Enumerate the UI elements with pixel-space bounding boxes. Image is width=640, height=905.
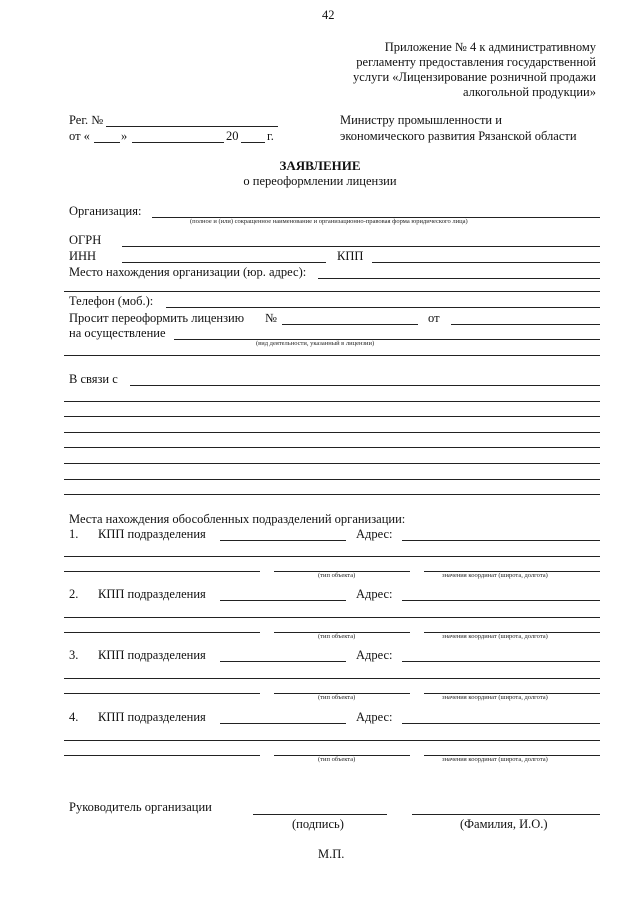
object-type-hint: (тип объекта) [318,572,356,579]
appendix-line-3: услуги «Лицензирование розничной продажи [353,70,596,84]
subdivision-kpp-line[interactable] [220,600,346,601]
page-number: 42 [322,8,335,22]
activity-label: на осуществление [69,326,166,340]
subdivision-address-line-2[interactable] [64,740,600,741]
document-title: ЗАЯВЛЕНИЕ [279,158,361,173]
subdivision-kpp-label: КПП подразделения [98,587,206,601]
addressee-line-2: экономического развития Рязанской области [340,129,577,143]
coords-hint: значения координат (широта, долгота) [442,756,548,763]
location-line-2[interactable] [64,291,600,292]
subdivision-extra-line[interactable] [64,632,260,633]
location-label: Место нахождения организации (юр. адрес): [69,265,307,279]
reason-line-6[interactable] [64,463,600,464]
subdivisions-heading: Места нахождения обособленных подразделений организации: [69,512,406,526]
reg-day-line[interactable] [94,142,120,143]
inn-line[interactable] [122,262,326,263]
reason-line-4[interactable] [64,432,600,433]
subdivision-address-line[interactable] [402,661,600,662]
inn-label: ИНН [69,249,97,263]
signature-hint: (подпись) [292,817,344,831]
signature-line[interactable] [253,814,387,815]
subdivision-kpp-line[interactable] [220,540,346,541]
reason-line-7[interactable] [64,479,600,480]
subdivision-kpp-line[interactable] [220,723,346,724]
subdivision-number: 4. [69,710,79,724]
coords-hint: значения координат (широта, долгота) [442,633,548,640]
license-number-line[interactable] [282,324,418,325]
subdivision-address-line[interactable] [402,540,600,541]
coords-hint: значения координат (широта, долгота) [442,572,548,579]
subdivision-address-label: Адрес: [356,587,393,601]
activity-line[interactable] [174,339,600,340]
reason-line-5[interactable] [64,447,600,448]
number-sign: № [265,311,277,325]
kpp-line[interactable] [372,262,600,263]
reg-number-line[interactable] [106,126,278,127]
reason-line-3[interactable] [64,416,600,417]
reason-line-8[interactable] [64,494,600,495]
appendix-line-4: алкогольной продукции» [462,85,596,99]
subdivision-address-line[interactable] [402,723,600,724]
name-hint: (Фамилия, И.О.) [460,817,548,831]
subdivision-number: 2. [69,587,79,601]
license-from-label: от [428,311,440,325]
request-label: Просит переоформить лицензию [69,311,245,325]
subdivision-kpp-line[interactable] [220,661,346,662]
reg-quote-close: » [121,129,128,143]
name-line[interactable] [412,814,600,815]
reg-year-line[interactable] [241,142,265,143]
head-label: Руководитель организации [69,800,212,814]
subdivision-extra-line[interactable] [64,755,260,756]
ogrn-label: ОГРН [69,233,102,247]
appendix-line-2: регламенту предоставления государственной [356,55,596,69]
subdivision-number: 3. [69,648,79,662]
reg-year-suffix: г. [267,129,274,143]
subdivision-kpp-label: КПП подразделения [98,710,206,724]
activity-line-2[interactable] [64,355,600,356]
phone-line[interactable] [166,307,600,308]
reg-from-label: от « [69,129,90,143]
subdivision-extra-line[interactable] [64,571,260,572]
object-type-hint: (тип объекта) [318,633,356,640]
phone-label: Телефон (моб.): [69,294,154,308]
reason-label: В связи с [69,372,118,386]
location-line[interactable] [318,278,600,279]
reason-line-2[interactable] [64,401,600,402]
reg-year-prefix: 20 [226,129,239,143]
coords-hint: значения координат (широта, долгота) [442,694,548,701]
appendix-line-1: Приложение № 4 к административному [384,40,596,54]
subdivision-number: 1. [69,527,79,541]
subdivision-address-line-2[interactable] [64,678,600,679]
subdivision-address-label: Адрес: [356,648,393,662]
subdivision-address-label: Адрес: [356,710,393,724]
object-type-hint: (тип объекта) [318,694,356,701]
reg-month-line[interactable] [132,142,224,143]
subdivision-address-line[interactable] [402,600,600,601]
subdivision-kpp-label: КПП подразделения [98,527,206,541]
object-type-hint: (тип объекта) [318,756,356,763]
addressee-line-1: Министру промышленности и [340,113,502,127]
stamp-label: М.П. [318,847,345,861]
activity-hint: (вид деятельности, указанный в лицензии) [256,340,375,347]
organization-label: Организация: [69,204,142,218]
organization-hint: (полное и (или) сокращенное наименование и организационно-правовая форма юридического лица) [190,218,468,225]
subdivision-address-line-2[interactable] [64,617,600,618]
document-subtitle: о переоформлении лицензии [243,174,397,188]
subdivision-kpp-label: КПП подразделения [98,648,206,662]
license-date-line[interactable] [451,324,600,325]
subdivision-extra-line[interactable] [64,693,260,694]
kpp-label: КПП [337,249,364,263]
ogrn-line[interactable] [122,246,600,247]
reason-line-1[interactable] [130,385,600,386]
subdivision-address-label: Адрес: [356,527,393,541]
subdivision-address-line-2[interactable] [64,556,600,557]
reg-label: Рег. № [69,113,104,127]
